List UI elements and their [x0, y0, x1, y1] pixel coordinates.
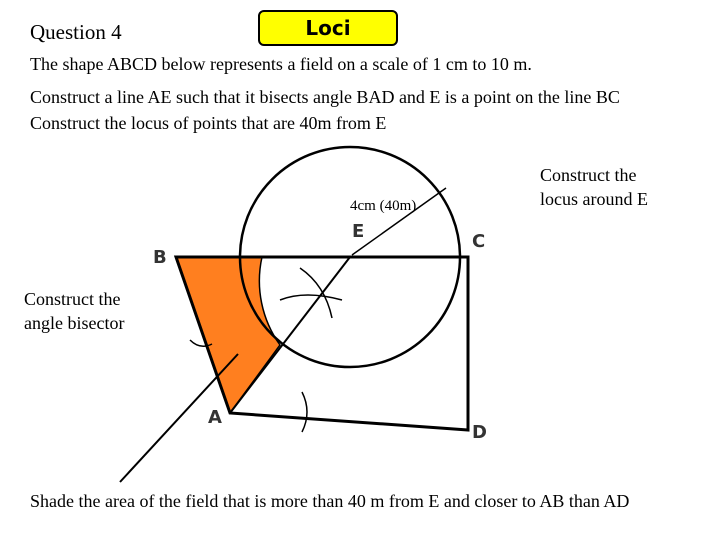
radius-label: 4cm (40m) — [350, 198, 417, 214]
point-label-e: E — [352, 221, 365, 242]
instruction-locus: Construct the locus of points that are 40m from E — [30, 113, 387, 133]
instruction-bisector: Construct a line AE such that it bisects angle BAD and E is a point on the line BC — [30, 87, 620, 107]
shaded-region — [176, 257, 280, 413]
topic-badge: Loci — [258, 10, 398, 46]
question-number: Question 4 — [30, 20, 122, 44]
note-bisector: Construct the angle bisector — [24, 289, 125, 333]
point-label-a: A — [208, 407, 222, 428]
note-locus: Construct the locus around E — [540, 165, 648, 209]
construction-arc — [280, 295, 342, 300]
point-label-d: D — [472, 422, 487, 443]
point-label-b: B — [153, 247, 167, 268]
construction-arc — [302, 392, 307, 432]
intro-text: The shape ABCD below represents a field on a scale of 1 cm to 10 m. — [30, 54, 532, 74]
construction-arc — [300, 268, 332, 318]
note-shade: Shade the area of the field that is more than 40 m from E and closer to AB than AD — [30, 491, 630, 511]
point-label-c: C — [472, 231, 486, 252]
